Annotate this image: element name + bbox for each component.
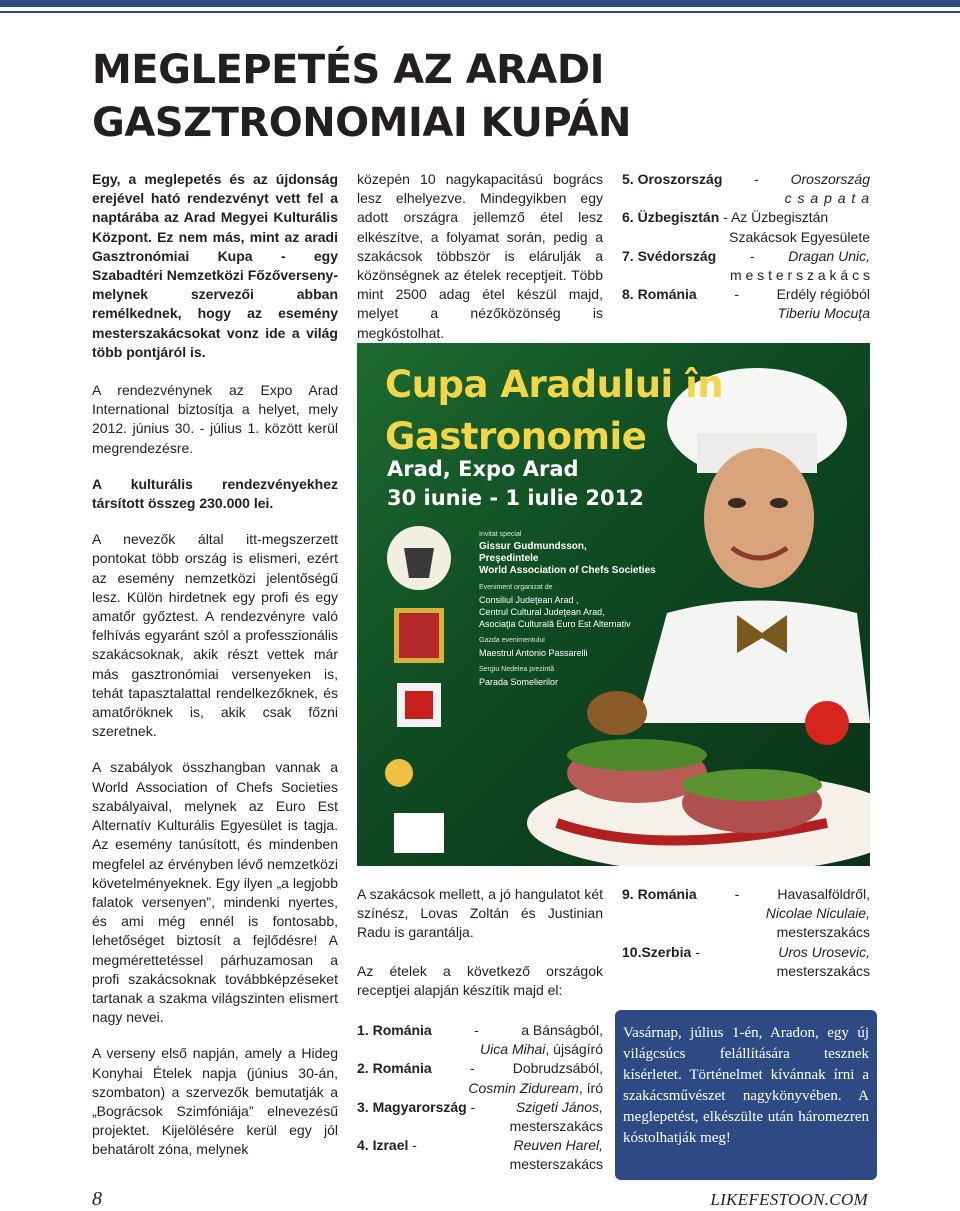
paragraph-venue: A rendezvénynek az Expo Arad International biztosítja a helyet, mely 2012. június 30. - július 1. között kerül megrendezésre. (92, 382, 338, 456)
list-item-8: 8. Románia - Erdély régióból Tiberiu Mocuţa (622, 286, 870, 322)
food-plate-icon (497, 673, 870, 866)
list-item-6: 6. Üzbegisztán - Az Üzbegisztán Szakácsok Egyesülete (622, 209, 870, 245)
title-line-1: MEGLEPETÉS AZ ARADI (92, 47, 604, 93)
site-name: LIKEFESTOON.COM (710, 1190, 868, 1209)
poster-dates: 30 iunie - 1 iulie 2012 (387, 486, 644, 510)
paragraph-cauldrons: közepén 10 nagykapacitású bogrács lesz elhelyezve. Mindegyikben egy adott országra jellemző étel lesz elkészítve, a folyamat során, pedig a szakácsok többször is elárulják a közönségnek az ételek receptjeit. Több mint 2500 adag étel készül majd, melyet a nézőközönség is megkóstolhat. (357, 171, 603, 341)
country-list-part1 (357, 1021, 603, 1175)
list-item-2: 2. Románia - Dobrudzsából, Cosmin Ziduream, író (357, 1060, 603, 1096)
poster-title-line-1: Cupa Aradului în (385, 363, 724, 406)
article-title (92, 44, 872, 150)
paragraph-budget: A kulturális rendezvényekhez társított összeg 230.000 lei. (92, 475, 338, 512)
poster-venue: Arad, Expo Arad (387, 457, 579, 481)
poster-info: Invitat special Gissur Gudmundsson, Preşedintele World Association of Chefs Societies Eveniment organizat de Consiliul Judeţean Arad , Centrul Cultural Judeţean Arad, Asociaţia Culturală Euro Est Alternativ Gazda evenimentului Maestrul Antonio Passarelli Sergiu Nedelea prezintă Parada Somelierilor (479, 531, 656, 687)
event-poster (357, 343, 870, 866)
list-item-4: 4. Izrael - Reuven Harel, mesterszakács (357, 1137, 603, 1173)
list-item-5: 5. Oroszország - Oroszország c s a p a t a (622, 171, 870, 207)
column-middle-bottom (357, 885, 603, 1019)
poster-title-line-2: Gastronomie (385, 415, 647, 458)
lead-paragraph: Egy, a meglepetés és az újdonság erejével ható rendezvényt vett fel a naptárába az Arad Megyei Kulturális Központ. Ez nem más, mint az aradi Gasztronómiai Kupa - egy Szabadtéri Nemzetközi Főzőverseny- melynek szervezői abban remélkednek, hogy az esemény mesterszakácsokat vonz ide a világ több pontjáról is. (92, 171, 338, 360)
column-left (92, 170, 338, 1177)
country-list-part2 (622, 170, 870, 324)
column-middle-top (357, 170, 603, 343)
list-item-9: 9. Románia - Havasalföldről, Nicolae Niculaie, mesterszakács (622, 886, 870, 941)
paragraph-first-day: A verseny első napján, amely a Hideg Konyhai Ételek napja (június 30-án, szombaton) a szervezők bemutatják a „Bográcsok Szimfóniája” elnevezésű projektet. Kijelölésére kerül egy jól behatárolt zóna, melynek (92, 1045, 338, 1158)
list-item-7: 7. Svédország - Dragan Unic, m e s t e r s z a k á c s (622, 247, 870, 284)
paragraph-actors: A szakácsok mellett, a jó hangulatot két színész, Lovas Zoltán és Justinian Radu is garantálja. (357, 886, 603, 941)
paragraph-countries-intro: Az ételek a következő országok receptjei alapján készítik majd el: (357, 962, 603, 998)
paragraph-rules: A szabályok összhangban vannak a World Association of Chefs Societies szabályaival, melynek az Euro Est Alternatív Kulturális Egyesület is tagja. Az esemény tanúsított, és mindenben megfelel az érvényben lévő nemzetközi követelményeknek. Egy ilyen „a legjobb falatok versenyen”, mindenki nyertes, és ami még ennél is fontosabb, lehetőséget biztosít a fejlődésre! A megmérettetéssel párhuzamosan a profi szakácsoknak továbbképzéseket tartanak a szakma világszinten elismert nagy nevei. (92, 759, 338, 1026)
list-item-10: 10.Szerbia - Uros Urosevic, mesterszakács (622, 943, 870, 979)
top-rule-thin (0, 11, 960, 13)
title-line-2: GASZTRONOMIAI KUPÁN (92, 100, 631, 146)
poster-title (385, 359, 723, 463)
page-number: 8 (92, 1188, 102, 1210)
top-rule-thick (0, 0, 960, 7)
poster-date (387, 455, 644, 513)
sponsor-logos-icon (369, 523, 469, 863)
highlight-box: Vasárnap, július 1-én, Aradon, egy új világcsúcs felállítására tesznek kísérletet. Történelmet kívánnak írni a szakácsművészet nagykönyvében. A meglepetést, elkészülte után háromezren kóstolhatják meg! (615, 1010, 877, 1180)
list-item-3: 3. Magyarország - Szigeti János, mesterszakács (357, 1098, 603, 1135)
paragraph-points: A nevezők által itt-megszerzett pontokat több ország is elismeri, ezért az esemény nemzetközi jelentőségű lesz. Külön hirdetnek egy profi és egy amatőr győztest. A rendezvényre való felhívás egyaránt szól a professzionális szakácsoknak, akik részt vettek már más gasztronómiai versenyeken is, tehát tapasztalattal rendelkezőknek, és amatőröknek is, akik csak főzni szeretnek. (92, 531, 338, 740)
list-item-1: 1. Románia - a Bánságból, Uica Mihai, újságíró (357, 1022, 603, 1058)
country-list-part3 (622, 885, 870, 981)
